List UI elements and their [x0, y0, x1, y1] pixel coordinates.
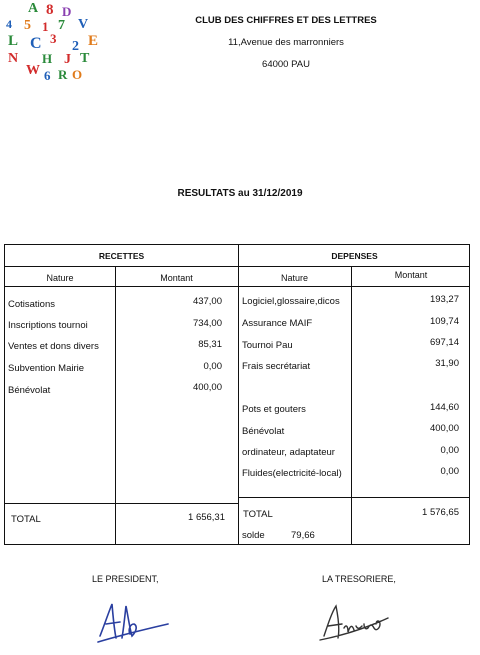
solde-value: 79,66 — [291, 530, 315, 541]
recettes-row-nature: Subvention Mairie — [8, 363, 85, 374]
depenses-row-montant: 193,27 — [429, 294, 459, 305]
logo-letter: 5 — [24, 18, 31, 33]
logo-letter: C — [30, 35, 42, 52]
depenses-row-nature: Logiciel,glossaire,dicos — [242, 296, 340, 307]
logo-letter: 3 — [50, 31, 57, 46]
depenses-heading: DEPENSES — [331, 251, 378, 261]
depenses-row-nature: Tournoi Pau — [242, 340, 293, 351]
president-label: LE PRESIDENT, — [92, 574, 159, 584]
organization-address: 11,Avenue des marronniers — [228, 36, 344, 48]
depenses-row-nature: Frais secrétariat — [242, 361, 311, 372]
solde-label: solde — [242, 530, 265, 541]
recettes-row-montant: 734,00 — [192, 318, 222, 329]
depenses-col-montant: Montant — [394, 270, 428, 280]
logo-letter: A — [28, 1, 39, 16]
recettes-row-montant: 0,00 — [203, 361, 222, 372]
recettes-row-nature: Bénévolat — [8, 385, 51, 396]
table-heading-divider — [5, 266, 469, 267]
depenses-row-montant: 697,14 — [429, 337, 459, 348]
recettes-row-montant: 437,00 — [192, 296, 222, 307]
logo-letter: 4 — [6, 17, 12, 31]
depenses-row-montant: 0,00 — [440, 466, 459, 477]
logo-letter: E — [88, 33, 99, 49]
logo-letter: O — [72, 67, 83, 82]
tresoriere-signature — [318, 598, 392, 644]
recettes-row-nature: Ventes et dons divers — [8, 341, 99, 352]
club-logo — [4, 2, 102, 88]
president-signature — [94, 596, 172, 648]
depenses-total-divider — [238, 497, 469, 498]
recettes-heading: RECETTES — [98, 251, 145, 261]
logo-letter: 1 — [42, 19, 49, 34]
organization-header — [186, 16, 386, 70]
tresoriere-label: LA TRESORIERE, — [322, 574, 396, 584]
logo-letter: N — [8, 51, 19, 66]
depenses-row-montant: 31,90 — [435, 358, 459, 369]
depenses-row-nature: ordinateur, adaptateur — [242, 447, 335, 458]
logo-letter: J — [64, 52, 71, 67]
depenses-total-value: 1 576,65 — [422, 507, 459, 518]
depenses-row-montant: 109,74 — [429, 316, 459, 327]
logo-letter: W — [26, 63, 40, 78]
recettes-total-label: TOTAL — [11, 514, 41, 525]
depenses-col-nature: Nature — [280, 273, 308, 283]
depenses-row-montant: 0,00 — [440, 445, 459, 456]
logo-letter: T — [80, 51, 90, 66]
logo-letter: L — [8, 33, 19, 49]
logo-letter: D — [62, 4, 72, 19]
logo-letter: 6 — [44, 68, 51, 83]
organization-city: 64000 PAU — [262, 59, 310, 70]
logo-letter: H — [42, 51, 53, 66]
recettes-total-value: 1 656,31 — [188, 512, 225, 523]
recettes-col-nature: Nature — [46, 273, 74, 283]
recettes-row-nature: Cotisations — [8, 299, 55, 310]
depenses-row-nature: Bénévolat — [242, 426, 285, 437]
logo-letter: 7 — [58, 18, 65, 33]
logo-letter: 2 — [72, 39, 79, 54]
recettes-total-divider — [5, 503, 238, 504]
organization-name: CLUB DES CHIFFRES ET DES LETTRES — [195, 15, 377, 26]
logo-letter: R — [58, 67, 68, 82]
depenses-row-montant: 400,00 — [429, 423, 459, 434]
results-table — [4, 244, 470, 545]
report-title: RESULTATS au 31/12/2019 — [177, 188, 303, 199]
depenses-row-montant: 144,60 — [429, 402, 459, 413]
depenses-total-label: TOTAL — [243, 509, 273, 520]
logo-letter: V — [78, 17, 89, 32]
table-center-divider — [238, 245, 239, 544]
recettes-row-nature: Inscriptions tournoi — [8, 320, 88, 331]
recettes-col-montant: Montant — [160, 273, 193, 283]
depenses-row-nature: Fluides(electricité-local) — [242, 468, 342, 479]
logo-letter: 8 — [46, 2, 54, 18]
recettes-row-montant: 85,31 — [198, 339, 222, 350]
depenses-row-nature: Assurance MAIF — [242, 318, 313, 329]
depenses-row-nature: Pots et gouters — [242, 404, 306, 415]
recettes-row-montant: 400,00 — [192, 382, 222, 393]
table-subheading-divider — [5, 286, 469, 287]
